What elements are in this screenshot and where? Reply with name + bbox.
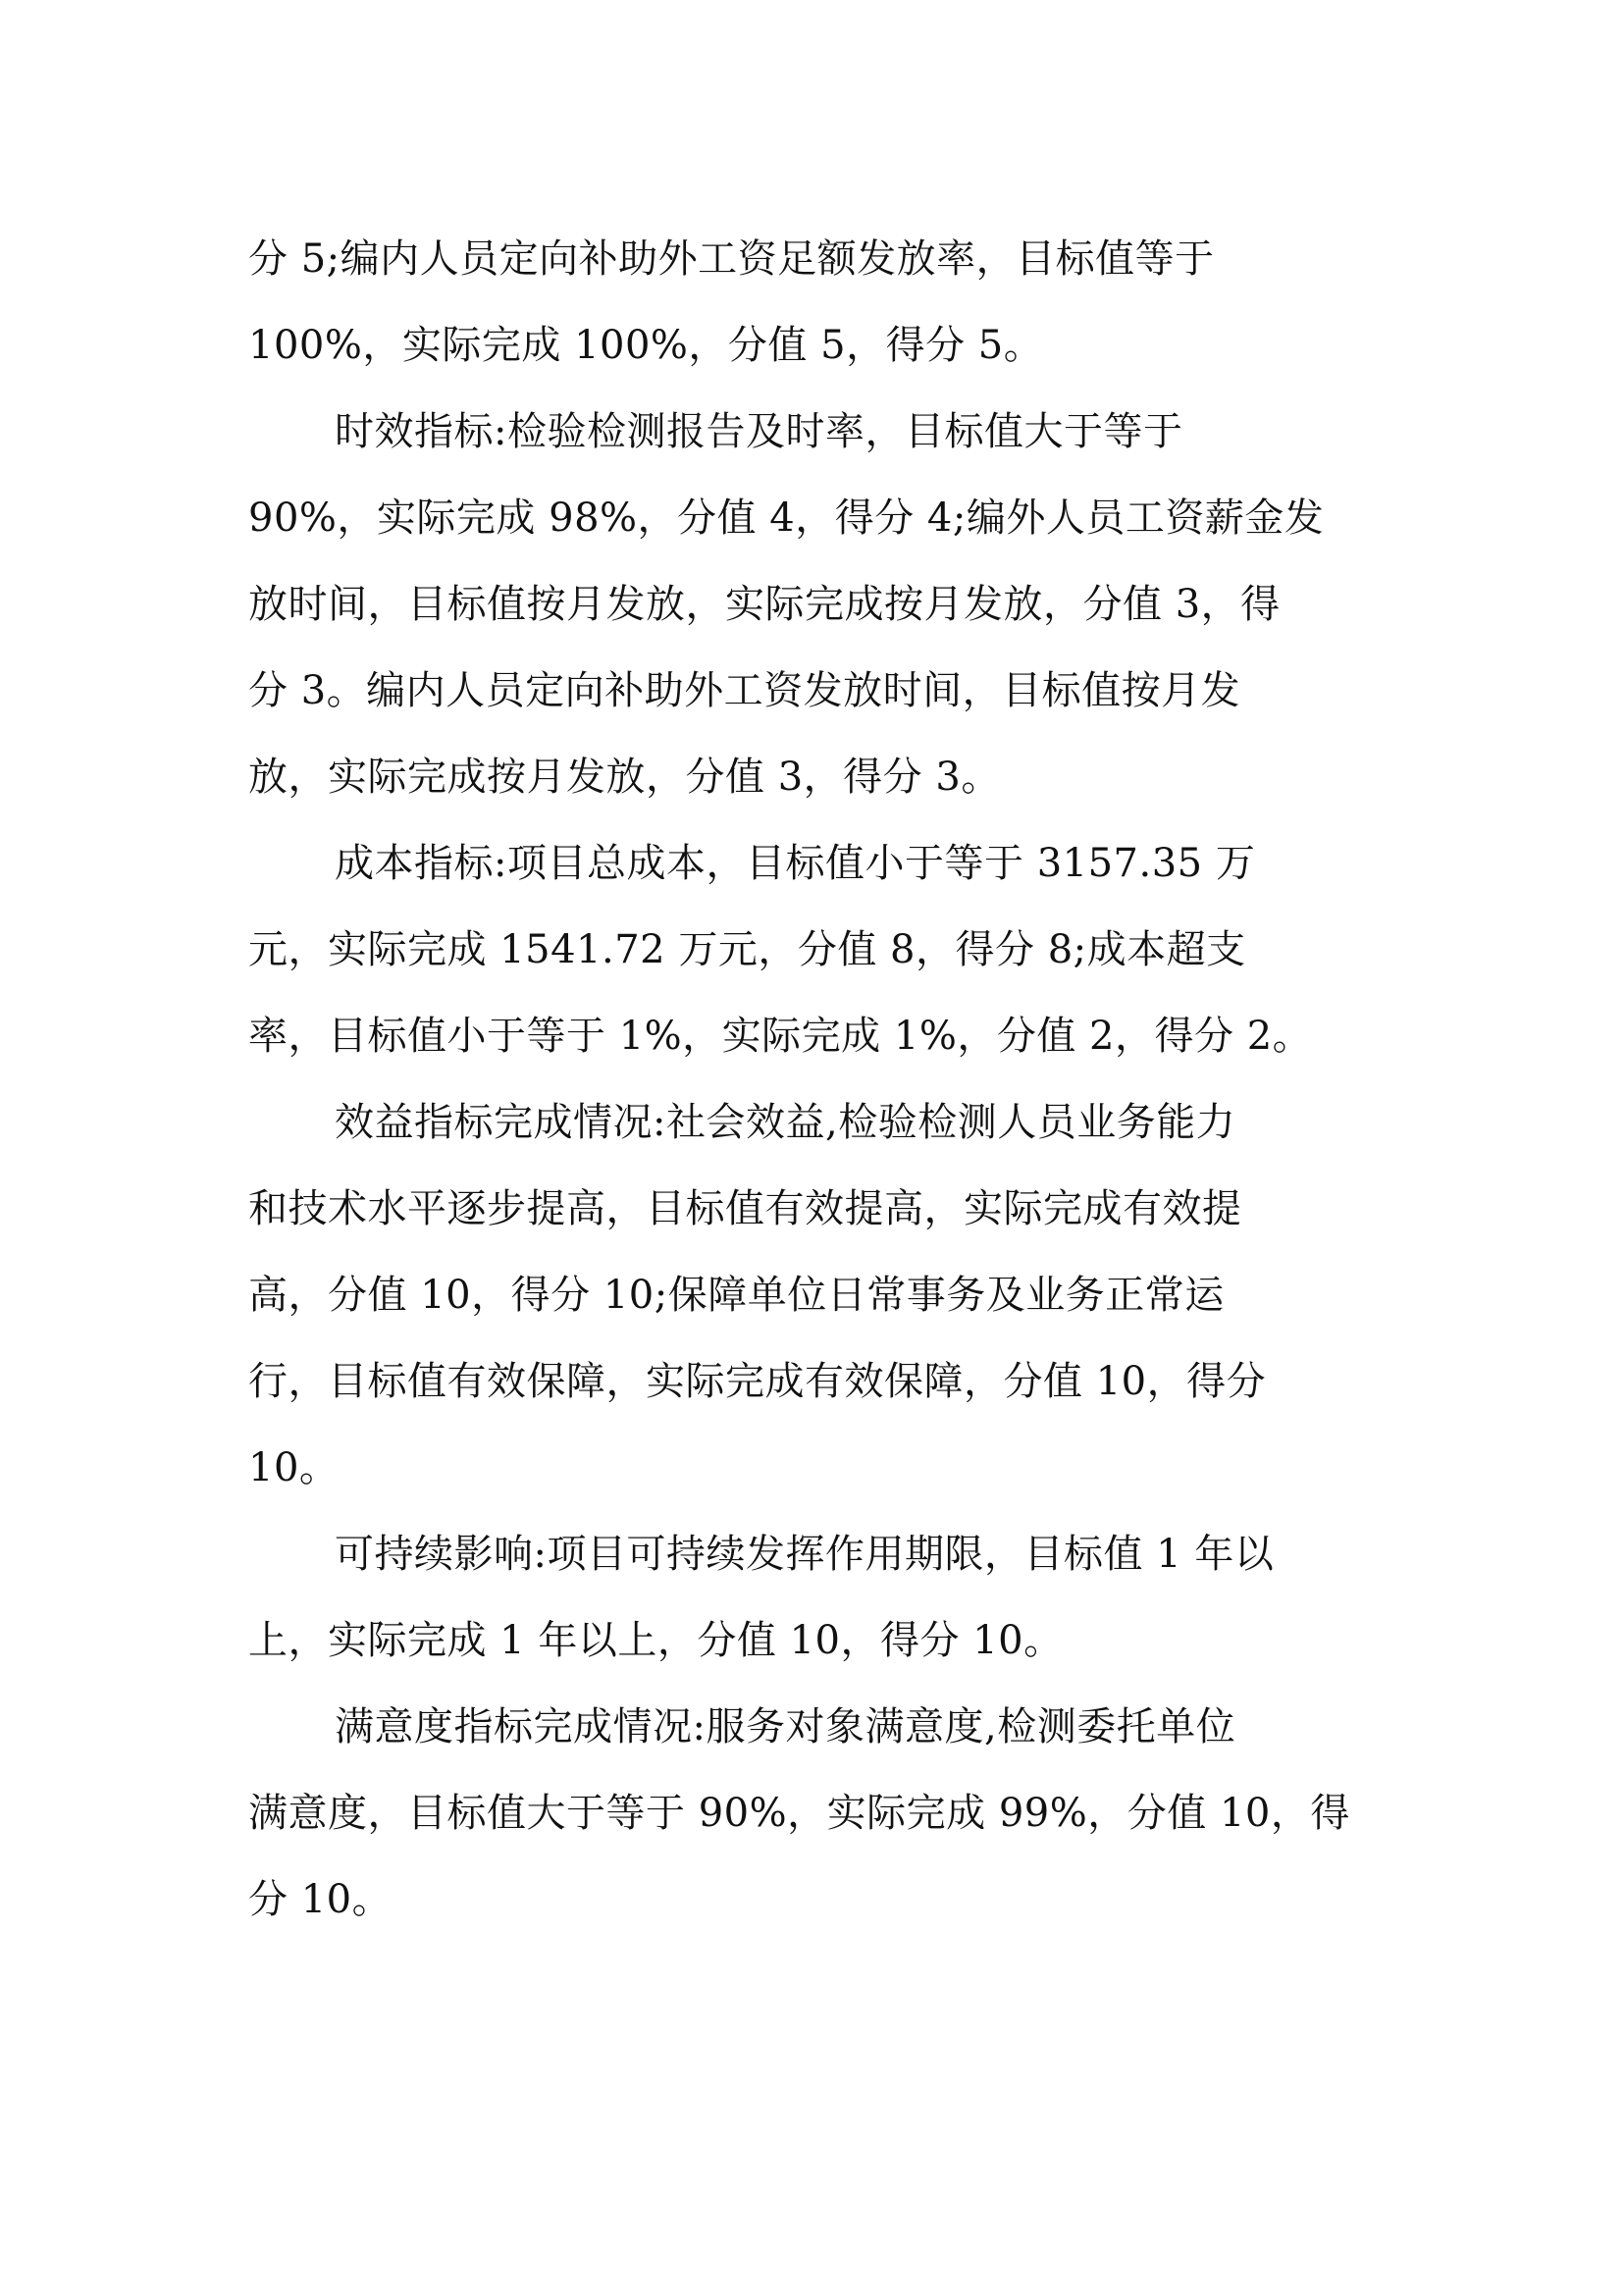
text-line: 放，实际完成按月发放，分值 3，得分 3。 [248,755,1001,800]
paragraph-start-line: 满意度指标完成情况:服务对象满意度,检测委托单位 [335,1704,1236,1749]
text-line: 满意度，目标值大于等于 90%，实际完成 99%，分值 10，得 [248,1791,1350,1836]
text-line: 10。 [248,1445,340,1490]
paragraph-start-line: 可持续影响:项目可持续发挥作用期限，目标值 1 年以 [335,1532,1275,1577]
text-line: 行，目标值有效保障，实际完成有效保障，分值 10，得分 [248,1359,1267,1404]
text-line: 分 5;编内人员定向补助外工资足额发放率，目标值等于 [248,236,1215,282]
text-line: 高，分值 10，得分 10;保障单位日常事务及业务正常运 [248,1273,1225,1318]
document-body [248,216,1387,1943]
text-line: 分 3。编内人员定向补助外工资发放时间，目标值按月发 [248,668,1241,713]
paragraph-start-line: 效益指标完成情况:社会效益,检验检测人员业务能力 [335,1100,1236,1145]
paragraph-start-line: 时效指标:检验检测报告及时率，目标值大于等于 [335,409,1183,454]
text-line: 放时间，目标值按月发放，实际完成按月发放，分值 3，得 [248,582,1281,627]
text-line: 上，实际完成 1 年以上，分值 10，得分 10。 [248,1618,1064,1663]
text-line: 元，实际完成 1541.72 万元，分值 8，得分 8;成本超支 [248,927,1246,972]
paragraph-start-line: 成本指标:项目总成本，目标值小于等于 3157.35 万 [335,841,1256,886]
text-line: 和技术水平逐步提高，目标值有效提高，实际完成有效提 [248,1186,1242,1231]
text-line: 90%，实际完成 98%，分值 4，得分 4;编外人员工资薪金发 [248,496,1325,541]
text-line: 100%，实际完成 100%，分值 5，得分 5。 [248,323,1044,368]
text-line: 分 10。 [248,1877,393,1922]
text-line: 率，目标值小于等于 1%，实际完成 1%，分值 2，得分 2。 [248,1014,1313,1059]
